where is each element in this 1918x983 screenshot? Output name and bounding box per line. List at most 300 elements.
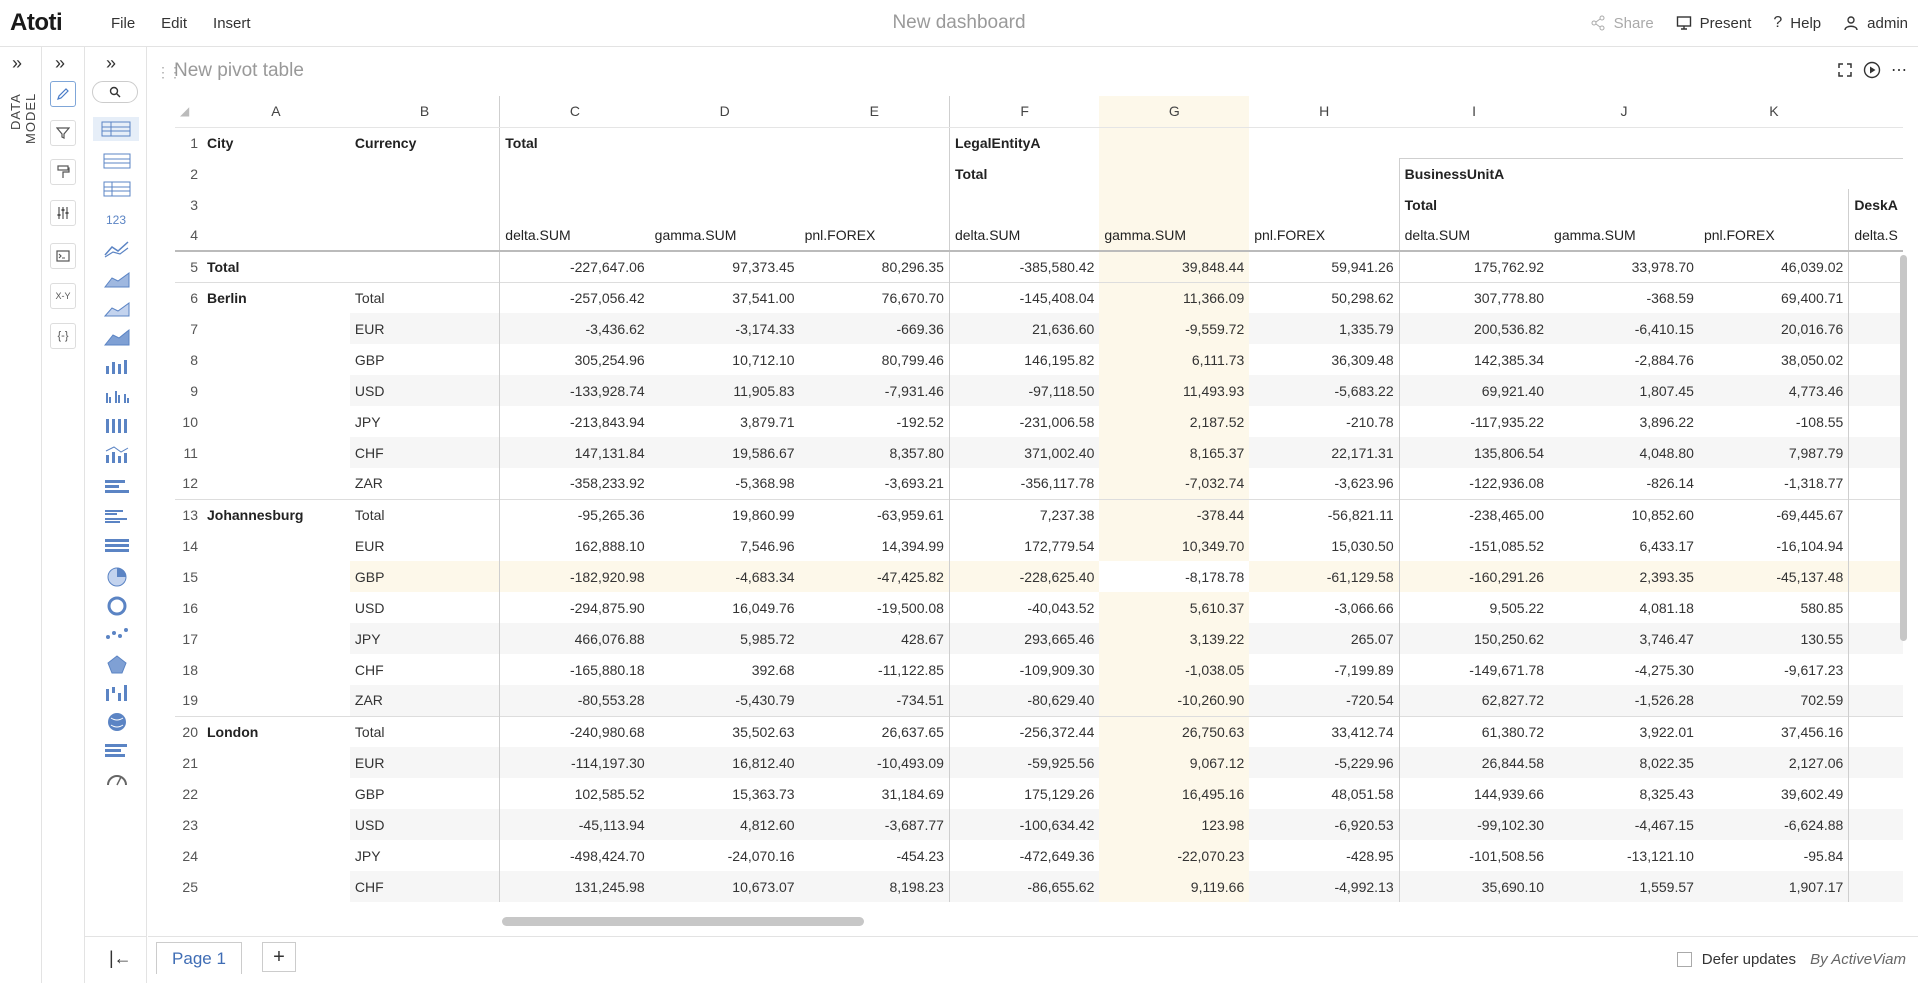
value-cell[interactable]: 9,067.12 [1099,747,1249,778]
col-header-e[interactable]: E [800,96,950,127]
row-number[interactable]: 25 [182,878,198,895]
currency-cell[interactable]: GBP [354,785,385,802]
value-cell[interactable]: -257,056.42 [500,282,650,313]
row-number[interactable]: 17 [182,630,198,647]
value-cell[interactable]: 19,860.99 [650,499,800,530]
value-cell[interactable]: 3,746.47 [1549,623,1699,654]
row-number[interactable]: 1 [190,134,198,151]
value-cell[interactable]: 293,665.46 [949,623,1099,654]
value-cell[interactable]: -10,260.90 [1099,685,1249,716]
value-cell[interactable]: 3,896.22 [1639,413,1694,430]
value-cell[interactable]: -7,032.74 [1099,468,1249,499]
value-cell[interactable]: -3,066.66 [1334,599,1394,616]
row-number[interactable]: 5 [175,251,202,282]
value-cell[interactable]: 10,349.70 [1099,530,1249,561]
desk-header[interactable]: DeskA [1849,189,1903,220]
measure-header[interactable]: pnl.FOREX [1699,220,1849,251]
value-cell[interactable]: 146,195.82 [949,344,1099,375]
row-number[interactable]: 8 [190,351,198,368]
value-cell[interactable] [1849,561,1903,592]
currency-cell[interactable]: EUR [350,313,500,344]
value-cell[interactable]: 123.98 [1099,809,1249,840]
value-cell[interactable]: 5,610.37 [1099,592,1249,623]
currency-cell[interactable]: USD [350,809,500,840]
value-cell[interactable]: 69,921.40 [1399,375,1549,406]
value-cell[interactable] [1849,437,1903,468]
currency-cell[interactable]: EUR [354,537,385,554]
table-widget[interactable] [103,149,131,173]
percent-area-widget[interactable] [103,325,131,349]
value-cell[interactable]: 7,546.96 [740,537,795,554]
fullscreen-icon[interactable] [1837,62,1853,78]
currency-cell[interactable]: JPY [354,413,381,430]
value-cell[interactable]: 33,978.70 [1549,251,1699,282]
row-number[interactable]: 20 [175,716,202,747]
value-cell[interactable]: -294,875.90 [500,592,650,623]
defer-updates-checkbox[interactable] [1677,952,1692,967]
value-cell[interactable]: -720.54 [1249,685,1399,716]
value-cell[interactable]: 7,987.79 [1699,437,1849,468]
measure-header[interactable]: gamma.SUM [650,220,800,251]
col-header-h[interactable]: H [1249,96,1399,127]
value-cell[interactable]: -3,436.62 [500,313,650,344]
currency-cell[interactable]: ZAR [350,685,500,716]
settings-tool[interactable] [50,200,76,226]
donut-chart-widget[interactable] [103,594,131,618]
currency-cell[interactable]: JPY [350,623,500,654]
measure-header[interactable]: delta.SUM [500,220,650,251]
row-number[interactable]: 15 [182,568,198,585]
value-cell[interactable] [1849,654,1903,685]
row-number[interactable]: 7 [190,320,198,337]
city-cell[interactable]: Berlin [202,282,350,313]
value-cell[interactable]: -160,291.26 [1399,561,1549,592]
row-number[interactable]: 16 [182,599,198,616]
value-cell[interactable]: 14,394.99 [881,537,944,554]
currency-cell[interactable]: Total [350,499,500,530]
col-header-i[interactable]: I [1399,96,1549,127]
currency-cell[interactable]: Total [350,716,500,747]
city-cell[interactable] [202,406,350,437]
value-cell[interactable]: -165,880.18 [500,654,650,685]
value-cell[interactable]: -5,683.22 [1249,375,1399,406]
present-button[interactable] [1676,15,1752,32]
value-cell[interactable]: 31,184.69 [881,785,944,802]
value-cell[interactable]: -4,275.30 [1634,661,1694,678]
value-cell[interactable]: -356,117.78 [949,468,1099,499]
value-cell[interactable] [1849,716,1903,747]
value-cell[interactable] [1849,747,1903,778]
column-chart-widget[interactable] [103,354,131,378]
value-cell[interactable]: 1,907.17 [1699,871,1849,902]
value-cell[interactable]: 69,400.71 [1699,282,1849,313]
city-cell[interactable] [202,530,350,561]
value-cell[interactable]: -47,425.82 [800,561,950,592]
city-cell[interactable] [202,809,350,840]
bullet-chart-widget[interactable] [103,739,131,763]
value-cell[interactable]: 4,773.46 [1699,375,1849,406]
value-cell[interactable]: -108.55 [1795,413,1844,430]
value-cell[interactable]: -11,122.85 [878,661,944,678]
pie-chart-widget[interactable] [103,565,131,589]
value-cell[interactable]: 76,670.70 [800,282,950,313]
value-cell[interactable]: -231,006.58 [949,406,1099,437]
value-cell[interactable]: 36,309.48 [1331,351,1394,368]
user-menu[interactable] [1843,15,1908,32]
share-button[interactable] [1590,15,1654,32]
row-number[interactable]: 19 [182,692,198,709]
value-cell[interactable] [1849,375,1903,406]
currency-cell[interactable]: EUR [350,747,500,778]
value-cell[interactable]: 97,373.45 [650,251,800,282]
value-cell[interactable]: 15,030.50 [1331,537,1394,554]
value-cell[interactable]: 265.07 [1249,623,1399,654]
value-cell[interactable]: -95,265.36 [500,499,650,530]
value-cell[interactable]: 392.68 [751,661,795,678]
bar-chart-widget[interactable] [103,475,131,499]
value-cell[interactable]: 20,016.76 [1699,313,1849,344]
value-cell[interactable] [1849,468,1903,499]
value-cell[interactable]: -99,102.30 [1399,809,1549,840]
stacked-area-widget[interactable] [103,296,131,320]
value-cell[interactable]: 135,806.54 [1399,437,1549,468]
value-cell[interactable]: 147,131.84 [500,437,650,468]
filter-tool[interactable] [50,120,76,146]
value-cell[interactable]: -428.95 [1346,847,1394,864]
value-cell[interactable]: 3,879.71 [740,413,795,430]
value-cell[interactable]: -734.51 [800,685,950,716]
value-cell[interactable]: 50,298.62 [1249,282,1399,313]
value-cell[interactable]: 6,433.17 [1639,537,1694,554]
value-cell[interactable] [1849,251,1903,282]
bu-total-header[interactable]: Total [1399,189,1849,220]
row-number[interactable]: 14 [182,537,198,554]
value-cell[interactable]: 37,456.16 [1699,716,1849,747]
measure-header[interactable]: gamma.SUM [1549,220,1699,251]
value-cell[interactable]: 175,762.92 [1399,251,1549,282]
radar-chart-widget[interactable] [103,653,131,677]
value-cell[interactable]: 3,139.22 [1099,623,1249,654]
style-tool[interactable] [50,159,76,185]
value-cell[interactable]: 200,536.82 [1399,313,1549,344]
value-cell[interactable]: -385,580.42 [949,251,1099,282]
value-cell[interactable]: -4,467.15 [1549,809,1699,840]
value-cell[interactable]: 8,357.80 [800,437,950,468]
waterfall-chart-widget[interactable] [103,681,131,705]
value-cell[interactable]: -45,137.48 [1699,561,1849,592]
city-cell[interactable] [202,561,350,592]
value-cell[interactable]: 33,412.74 [1249,716,1399,747]
value-cell[interactable]: -8,178.78 [1099,561,1249,592]
edit-tool[interactable] [50,81,76,107]
value-cell[interactable]: -3,693.21 [884,475,944,492]
measure-header[interactable]: pnl.FOREX [800,220,950,251]
value-cell[interactable]: -45,113.94 [500,809,650,840]
collapse-icon[interactable]: |← [109,948,132,968]
value-cell[interactable]: 130.55 [1699,623,1849,654]
value-cell[interactable]: -192.52 [896,413,944,430]
value-cell[interactable]: 10,852.60 [1549,499,1699,530]
currency-cell[interactable]: USD [354,599,385,616]
row-number[interactable]: 10 [182,413,198,430]
value-cell[interactable]: -133,928.74 [500,375,650,406]
atoti-logo[interactable]: Atoti [10,9,63,36]
gauge-widget[interactable] [103,767,131,791]
currency-cell[interactable]: GBP [354,351,385,368]
value-cell[interactable]: 2,393.35 [1549,561,1699,592]
value-cell[interactable]: -7,931.46 [800,375,950,406]
value-cell[interactable]: -117,935.22 [1399,406,1549,437]
drag-handle-icon[interactable]: ⋮⋮ [156,64,180,80]
value-cell[interactable] [1849,313,1903,344]
city-cell[interactable] [202,778,350,809]
currency-cell[interactable]: ZAR [354,475,383,492]
kpi-widget[interactable] [103,207,131,231]
value-cell[interactable]: 16,495.16 [1099,778,1249,809]
value-cell[interactable] [1849,344,1903,375]
value-cell[interactable]: -256,372.44 [949,716,1099,747]
value-cell[interactable]: 1,807.45 [1549,375,1699,406]
value-cell[interactable]: -101,508.56 [1399,840,1549,871]
widget-title[interactable]: New pivot table [174,60,304,81]
value-cell[interactable]: 59,941.26 [1249,251,1399,282]
value-cell[interactable]: -5,368.98 [735,475,795,492]
value-cell[interactable]: 37,541.00 [650,282,800,313]
value-cell[interactable]: -56,821.11 [1249,499,1399,530]
defer-updates[interactable] [1677,951,1796,968]
value-cell[interactable]: -210.78 [1346,413,1394,430]
value-cell[interactable] [1849,840,1903,871]
currency-cell[interactable]: CHF [350,437,500,468]
measure-header[interactable]: delta.SUM [1399,220,1549,251]
col-header-g[interactable]: G [1099,96,1249,127]
value-cell[interactable]: 10,712.10 [732,351,795,368]
col-header-j[interactable]: J [1549,96,1699,127]
value-cell[interactable]: -3,174.33 [650,313,800,344]
value-cell[interactable]: -472,649.36 [949,840,1099,871]
value-cell[interactable]: 80,799.46 [881,351,944,368]
value-cell[interactable]: -6,624.88 [1699,809,1849,840]
value-cell[interactable]: 22,171.31 [1249,437,1399,468]
value-cell[interactable]: -9,559.72 [1099,313,1249,344]
row-number[interactable]: 13 [175,499,202,530]
expand-icon[interactable]: » [12,53,23,73]
value-cell[interactable]: 11,905.83 [650,375,800,406]
value-cell[interactable]: 8,198.23 [800,871,950,902]
value-cell[interactable]: -95.84 [1803,847,1844,864]
city-cell[interactable] [202,375,350,406]
value-cell[interactable]: 305,254.96 [500,344,650,375]
row-number[interactable]: 6 [175,282,202,313]
value-cell[interactable]: -80,553.28 [500,685,650,716]
combo-chart-widget[interactable] [103,443,131,467]
value-cell[interactable]: 11,493.93 [1099,375,1249,406]
expand-icon[interactable]: » [106,53,117,73]
value-cell[interactable]: -454.23 [896,847,944,864]
value-cell[interactable]: -6,920.53 [1249,809,1399,840]
city-cell[interactable] [202,654,350,685]
value-cell[interactable]: -59,925.56 [949,747,1099,778]
help-button[interactable] [1773,14,1821,32]
city-cell[interactable]: Total [202,251,350,282]
value-cell[interactable]: 702.59 [1699,685,1849,716]
col-header-c[interactable]: C [500,96,650,127]
value-cell[interactable]: 8,165.37 [1099,437,1249,468]
value-cell[interactable]: 48,051.58 [1331,785,1394,802]
value-cell[interactable]: -182,920.98 [500,561,650,592]
value-cell[interactable]: 11,366.09 [1099,282,1249,313]
value-cell[interactable]: -16,104.94 [1776,537,1844,554]
value-cell[interactable]: 15,363.73 [732,785,795,802]
measure-header[interactable]: delta.S [1849,220,1903,251]
value-cell[interactable]: -3,623.96 [1334,475,1394,492]
value-cell[interactable]: -1,526.28 [1549,685,1699,716]
currency-cell[interactable]: GBP [350,561,500,592]
value-cell[interactable]: -114,197.30 [500,747,650,778]
widget-search[interactable] [92,81,138,103]
value-cell[interactable]: 307,778.80 [1399,282,1549,313]
vertical-scrollbar[interactable] [1900,255,1907,641]
value-cell[interactable]: -6,410.15 [1549,313,1699,344]
corner-cell[interactable]: ◢ [175,96,202,127]
total-header[interactable]: Total [500,127,950,158]
value-cell[interactable]: -213,843.94 [500,406,650,437]
value-cell[interactable]: 38,050.02 [1781,351,1844,368]
value-cell[interactable]: -7,199.89 [1334,661,1394,678]
value-cell[interactable]: 9,119.66 [1099,871,1249,902]
value-cell[interactable]: -24,070.16 [727,847,795,864]
scatter-chart-widget[interactable] [103,623,131,647]
value-cell[interactable] [1849,871,1903,902]
value-cell[interactable]: 16,049.76 [732,599,795,616]
horizontal-scrollbar[interactable] [502,917,864,926]
value-cell[interactable] [1849,685,1903,716]
row-number[interactable]: 24 [182,847,198,864]
value-cell[interactable]: -122,936.08 [1399,468,1549,499]
value-cell[interactable]: -3,687.77 [800,809,950,840]
line-chart-widget[interactable] [103,237,131,261]
currency-cell[interactable]: Total [350,282,500,313]
menu-edit[interactable]: Edit [161,14,188,32]
value-cell[interactable]: -151,085.52 [1399,530,1549,561]
value-cell[interactable]: 428.67 [800,623,950,654]
value-cell[interactable]: 466,076.88 [500,623,650,654]
value-cell[interactable]: 580.85 [1800,599,1844,616]
value-cell[interactable]: 4,048.80 [1549,437,1699,468]
value-cell[interactable]: 10,673.07 [650,871,800,902]
value-cell[interactable]: -86,655.62 [949,871,1099,902]
city-header[interactable]: City [206,134,234,151]
value-cell[interactable] [1849,282,1903,313]
value-cell[interactable]: 21,636.60 [949,313,1099,344]
map-widget[interactable] [103,710,131,734]
dashboard-title[interactable]: New dashboard [892,12,1026,33]
value-cell[interactable]: 35,502.63 [650,716,800,747]
value-cell[interactable]: -5,430.79 [650,685,800,716]
value-cell[interactable]: 39,602.49 [1781,785,1844,802]
value-cell[interactable]: 2,127.06 [1699,747,1849,778]
value-cell[interactable]: -498,424.70 [500,840,650,871]
row-number[interactable]: 3 [190,196,198,213]
value-cell[interactable]: -9,617.23 [1784,661,1844,678]
value-cell[interactable]: -378.44 [1099,499,1249,530]
expand-icon[interactable]: » [55,53,66,73]
city-cell[interactable] [202,623,350,654]
value-cell[interactable]: 102,585.52 [500,778,650,809]
clustered-column-widget[interactable] [103,383,131,407]
value-cell[interactable]: 371,002.40 [949,437,1099,468]
row-number[interactable]: 21 [182,754,198,771]
value-cell[interactable]: 8,022.35 [1549,747,1699,778]
value-cell[interactable] [1849,406,1903,437]
row-number[interactable]: 23 [182,816,198,833]
value-cell[interactable]: 131,245.98 [500,871,650,902]
menu-file[interactable]: File [111,14,136,32]
value-cell[interactable] [1849,778,1903,809]
col-header-d[interactable]: D [650,96,800,127]
value-cell[interactable] [1849,623,1903,654]
currency-cell[interactable] [350,251,500,282]
value-cell[interactable]: -63,959.61 [800,499,950,530]
value-cell[interactable]: 3,922.01 [1549,716,1699,747]
row-number[interactable]: 18 [182,661,198,678]
col-header-k[interactable]: K [1699,96,1849,127]
row-number[interactable]: 2 [190,165,198,182]
add-page-button[interactable]: + [262,942,296,972]
value-cell[interactable]: 7,237.38 [949,499,1099,530]
query-tool[interactable] [50,243,76,269]
value-cell[interactable]: 162,888.10 [500,530,650,561]
city-cell[interactable] [202,747,350,778]
value-cell[interactable]: 172,779.54 [949,530,1099,561]
value-cell[interactable]: 175,129.26 [949,778,1099,809]
value-cell[interactable]: -19,500.08 [877,599,944,616]
value-cell[interactable]: -228,625.40 [949,561,1099,592]
value-cell[interactable]: 26,637.65 [800,716,950,747]
col-header-a[interactable]: A [202,96,350,127]
play-icon[interactable] [1863,61,1881,79]
value-cell[interactable]: 26,750.63 [1099,716,1249,747]
value-cell[interactable]: -1,318.77 [1784,475,1844,492]
value-cell[interactable]: 4,812.60 [650,809,800,840]
value-cell[interactable]: 150,250.62 [1399,623,1549,654]
code-tool[interactable] [50,323,76,349]
city-cell[interactable] [202,344,350,375]
value-cell[interactable]: -100,634.42 [949,809,1099,840]
value-cell[interactable]: 80,296.35 [800,251,950,282]
currency-cell[interactable]: JPY [354,847,381,864]
area-chart-widget[interactable] [103,267,131,291]
data-model-label[interactable]: DATA MODEL [8,93,38,145]
row-number[interactable]: 22 [182,785,198,802]
value-cell[interactable] [1849,809,1903,840]
value-cell[interactable]: 46,039.02 [1699,251,1849,282]
value-cell[interactable]: 1,335.79 [1249,313,1399,344]
measure-header[interactable]: delta.SUM [949,220,1099,251]
page-tab[interactable]: Page 1 [156,942,242,974]
currency-header[interactable]: Currency [354,134,417,151]
value-cell[interactable]: -358,233.92 [500,468,650,499]
value-cell[interactable]: -13,121.10 [1626,847,1694,864]
value-cell[interactable]: -669.36 [800,313,950,344]
stacked-bar-widget[interactable] [103,534,131,558]
value-cell[interactable]: -10,493.09 [800,747,950,778]
value-cell[interactable]: -2,884.76 [1634,351,1694,368]
currency-cell[interactable]: USD [350,375,500,406]
value-cell[interactable] [1849,530,1903,561]
row-number[interactable]: 11 [183,444,198,461]
value-cell[interactable] [1849,592,1903,623]
